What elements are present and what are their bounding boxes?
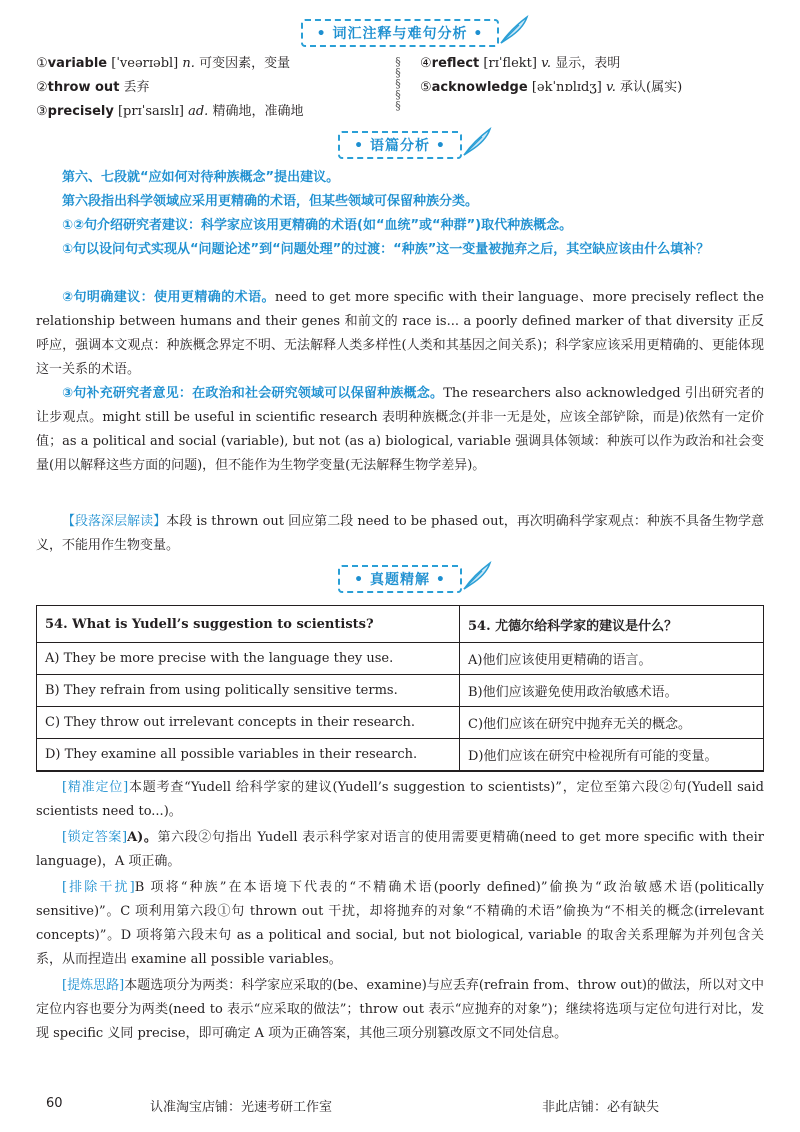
analysis-banner: [338, 131, 462, 159]
vocab-section-header: [0, 16, 800, 50]
vocab-meaning: 可变因素，变量: [199, 56, 291, 71]
analysis-heading: ③句补充研究者意见：在政治和社会研究领域可以保留种族概念。: [62, 386, 444, 401]
vocab-num: ③: [36, 104, 48, 119]
vocab-list: [36, 52, 776, 124]
explain-body: 第六段②句指出 Yudell 表示科学家对语言的使用需要更精确(need to get more specific with their language)，A 项正确。: [36, 830, 764, 869]
vocab-item: [36, 52, 303, 76]
option-c-cn: C)他们应该在研究中抛弃无关的概念。: [460, 707, 764, 739]
question-cn: 54. 尤德尔给科学家的建议是什么？: [460, 606, 764, 643]
vocab-pos: n.: [182, 56, 195, 71]
paragraph-deep-reading: [36, 510, 764, 558]
vocab-pos: ad.: [188, 104, 209, 119]
vocab-word: acknowledge: [431, 80, 528, 95]
option-c-en: C) They throw out irrelevant concepts in their research.: [37, 707, 460, 739]
vocab-meaning: 承认(属实): [620, 80, 683, 95]
vocab-section-title: • 词汇注释与难句分析 •: [316, 26, 484, 42]
option-b-cn: B)他们应该避免使用政治敏感术语。: [460, 675, 764, 707]
vocab-num: ②: [36, 80, 48, 95]
option-row: [37, 739, 764, 772]
analysis-summary-4: ①句以设问句式实现从“问题论述”到“问题处理”的过渡：“种族”这一变量被抛弃之后，其空缺应该由什么填补？: [62, 242, 710, 257]
vocab-num: ⑤: [420, 80, 432, 95]
vocab-phonetic: [əkˈnɒlɪdʒ]: [531, 80, 602, 95]
vocab-banner: [301, 19, 500, 47]
explain-body: 本题考查“Yudell 给科学家的建议(Yudell’s suggestion to scientists)”，定位至第六段②句(Yudell said scientists need to...)。: [36, 780, 764, 819]
option-d-en: D) They examine all possible variables in their research.: [37, 739, 460, 772]
quill-icon: [460, 125, 494, 159]
vocab-phonetic: [ˈveərɪəbl]: [111, 56, 179, 71]
explain-tag: [锁定答案]: [62, 830, 128, 845]
vocab-word: throw out: [47, 80, 120, 95]
analysis-paragraph-2: [36, 286, 764, 382]
option-a-en: A) They be more precise with the language they use.: [37, 643, 460, 675]
question-row: [37, 606, 764, 643]
vocab-meaning: 丢弃: [123, 80, 150, 95]
answer-letter: A)。: [127, 830, 158, 845]
vocab-item: [420, 76, 682, 100]
exam-section-header: [0, 562, 800, 596]
vocab-item: [36, 100, 303, 124]
option-row: [37, 643, 764, 675]
analysis-summary-2: 第六段指出科学领域应采用更精确的术语，但某些领域可保留种族分类。: [62, 194, 479, 209]
quill-icon: [497, 13, 531, 47]
quill-icon: [460, 559, 494, 593]
exam-section-title: • 真题精解 •: [354, 572, 446, 588]
footer-left: 认准淘宝店铺：光速考研工作室: [150, 1100, 333, 1115]
explain-body: 本题选项分为两类：科学家应采取的(be、examine)与应丢弃(refrain from、throw out)的做法，所以对文中定位内容也要分为两类(need to 表示“应采取的做法”；throw out 表示“应抛弃的对象”)；继续将选项与定位句进行对比，发现 specific 义同 precise，即可确定 A 项为正确答案，其他三项分别篡改原文不同处信息。: [36, 978, 764, 1041]
option-row: [37, 675, 764, 707]
deep-reading-body: 本段 is thrown out 回应第二段 need to be phased out，再次明确科学家观点：种族不具备生物学意义，不能用作生物变量。: [36, 514, 764, 553]
deep-reading-tag: 【段落深层解读】: [62, 514, 167, 529]
explain-tag: [排除干扰]: [62, 880, 135, 895]
analysis-section-header: [0, 128, 800, 162]
footer-right: 非此店铺：必有缺失: [542, 1100, 660, 1115]
explain-body: B 项将“种族”在本语境下代表的“不精确术语(poorly defined)”偷换为“政治敏感术语(politically sensitive)”。C 项利用第六段①句 thrown out 干扰，却将抛弃的对象“不精确的术语”偷换为“不相关的概念(irrelevant concepts)”。D 项将第六段末句 as a political and social, but not biological, variable 的取舍关系理解为并列包含关系，从而捏造出 examine all possible variables。: [36, 880, 764, 967]
explain-tag: [精准定位]: [62, 780, 129, 795]
vocab-left-column: [36, 52, 303, 124]
analysis-body: The researchers also acknowledged 引出研究者的让步观点。might still be useful in scientific research 表明种族概念(并非一无是处，应该全部铲除，而是)依然有一定价值；as a political and social (variable), but not (as a) biological, variable 强调具体领域：种族可以作为政治和社会变量(用以解释这些方面的问题)，但不能作为生物学变量(无法解释生物学差异)。: [36, 386, 764, 473]
vocab-word: precisely: [47, 104, 114, 119]
explain-tag: [提炼思路]: [62, 978, 125, 993]
explain-answer: [36, 826, 764, 874]
exam-banner: [338, 565, 462, 593]
page-number: 60: [46, 1096, 63, 1111]
option-row: [37, 707, 764, 739]
analysis-heading: ②句明确建议：使用更精确的术语。: [62, 290, 275, 305]
analysis-paragraph-3: [36, 382, 764, 478]
vocab-item: [420, 52, 682, 76]
question-table: [36, 605, 764, 772]
option-d-cn: D)他们应该在研究中检视所有可能的变量。: [460, 739, 764, 772]
explain-thinking: [36, 974, 764, 1046]
vocab-divider: § § § § §: [395, 55, 401, 112]
vocab-item: [36, 76, 303, 100]
vocab-meaning: 精确地，准确地: [212, 104, 304, 119]
explain-distractors: [36, 876, 764, 972]
analysis-body: need to get more specific with their language、more precisely reflect the relationship between humans and their genes 和前文的 race is... a poorly defined marker of that diversity 正反呼应，强调本文观点：种族概念界定不明、无法解释人类多样性(人类和其基因之间关系)；科学家应该采用更精确的、更能体现这一关系的术语。: [36, 290, 764, 377]
vocab-phonetic: [prɪˈsaɪslɪ]: [117, 104, 184, 119]
vocab-right-column: [420, 52, 682, 100]
analysis-summary-1: 第六、七段就“应如何对待种族概念”提出建议。: [62, 170, 340, 185]
option-b-en: B) They refrain from using politically sensitive terms.: [37, 675, 460, 707]
question-en: 54. What is Yudell’s suggestion to scientists?: [37, 606, 460, 643]
vocab-phonetic: [rɪˈflekt]: [483, 56, 537, 71]
analysis-summary-3: ①②句介绍研究者建议：科学家应该用更精确的术语(如“血统”或“种群”)取代种族概念。: [62, 218, 573, 233]
option-a-cn: A)他们应该使用更精确的语言。: [460, 643, 764, 675]
analysis-section-title: • 语篇分析 •: [354, 138, 446, 154]
vocab-pos: v.: [605, 80, 616, 95]
vocab-meaning: 显示，表明: [555, 56, 621, 71]
vocab-num: ①: [36, 56, 48, 71]
explain-locate: [36, 776, 764, 824]
vocab-num: ④: [420, 56, 432, 71]
vocab-pos: v.: [541, 56, 552, 71]
vocab-word: variable: [47, 56, 108, 71]
vocab-word: reflect: [431, 56, 480, 71]
